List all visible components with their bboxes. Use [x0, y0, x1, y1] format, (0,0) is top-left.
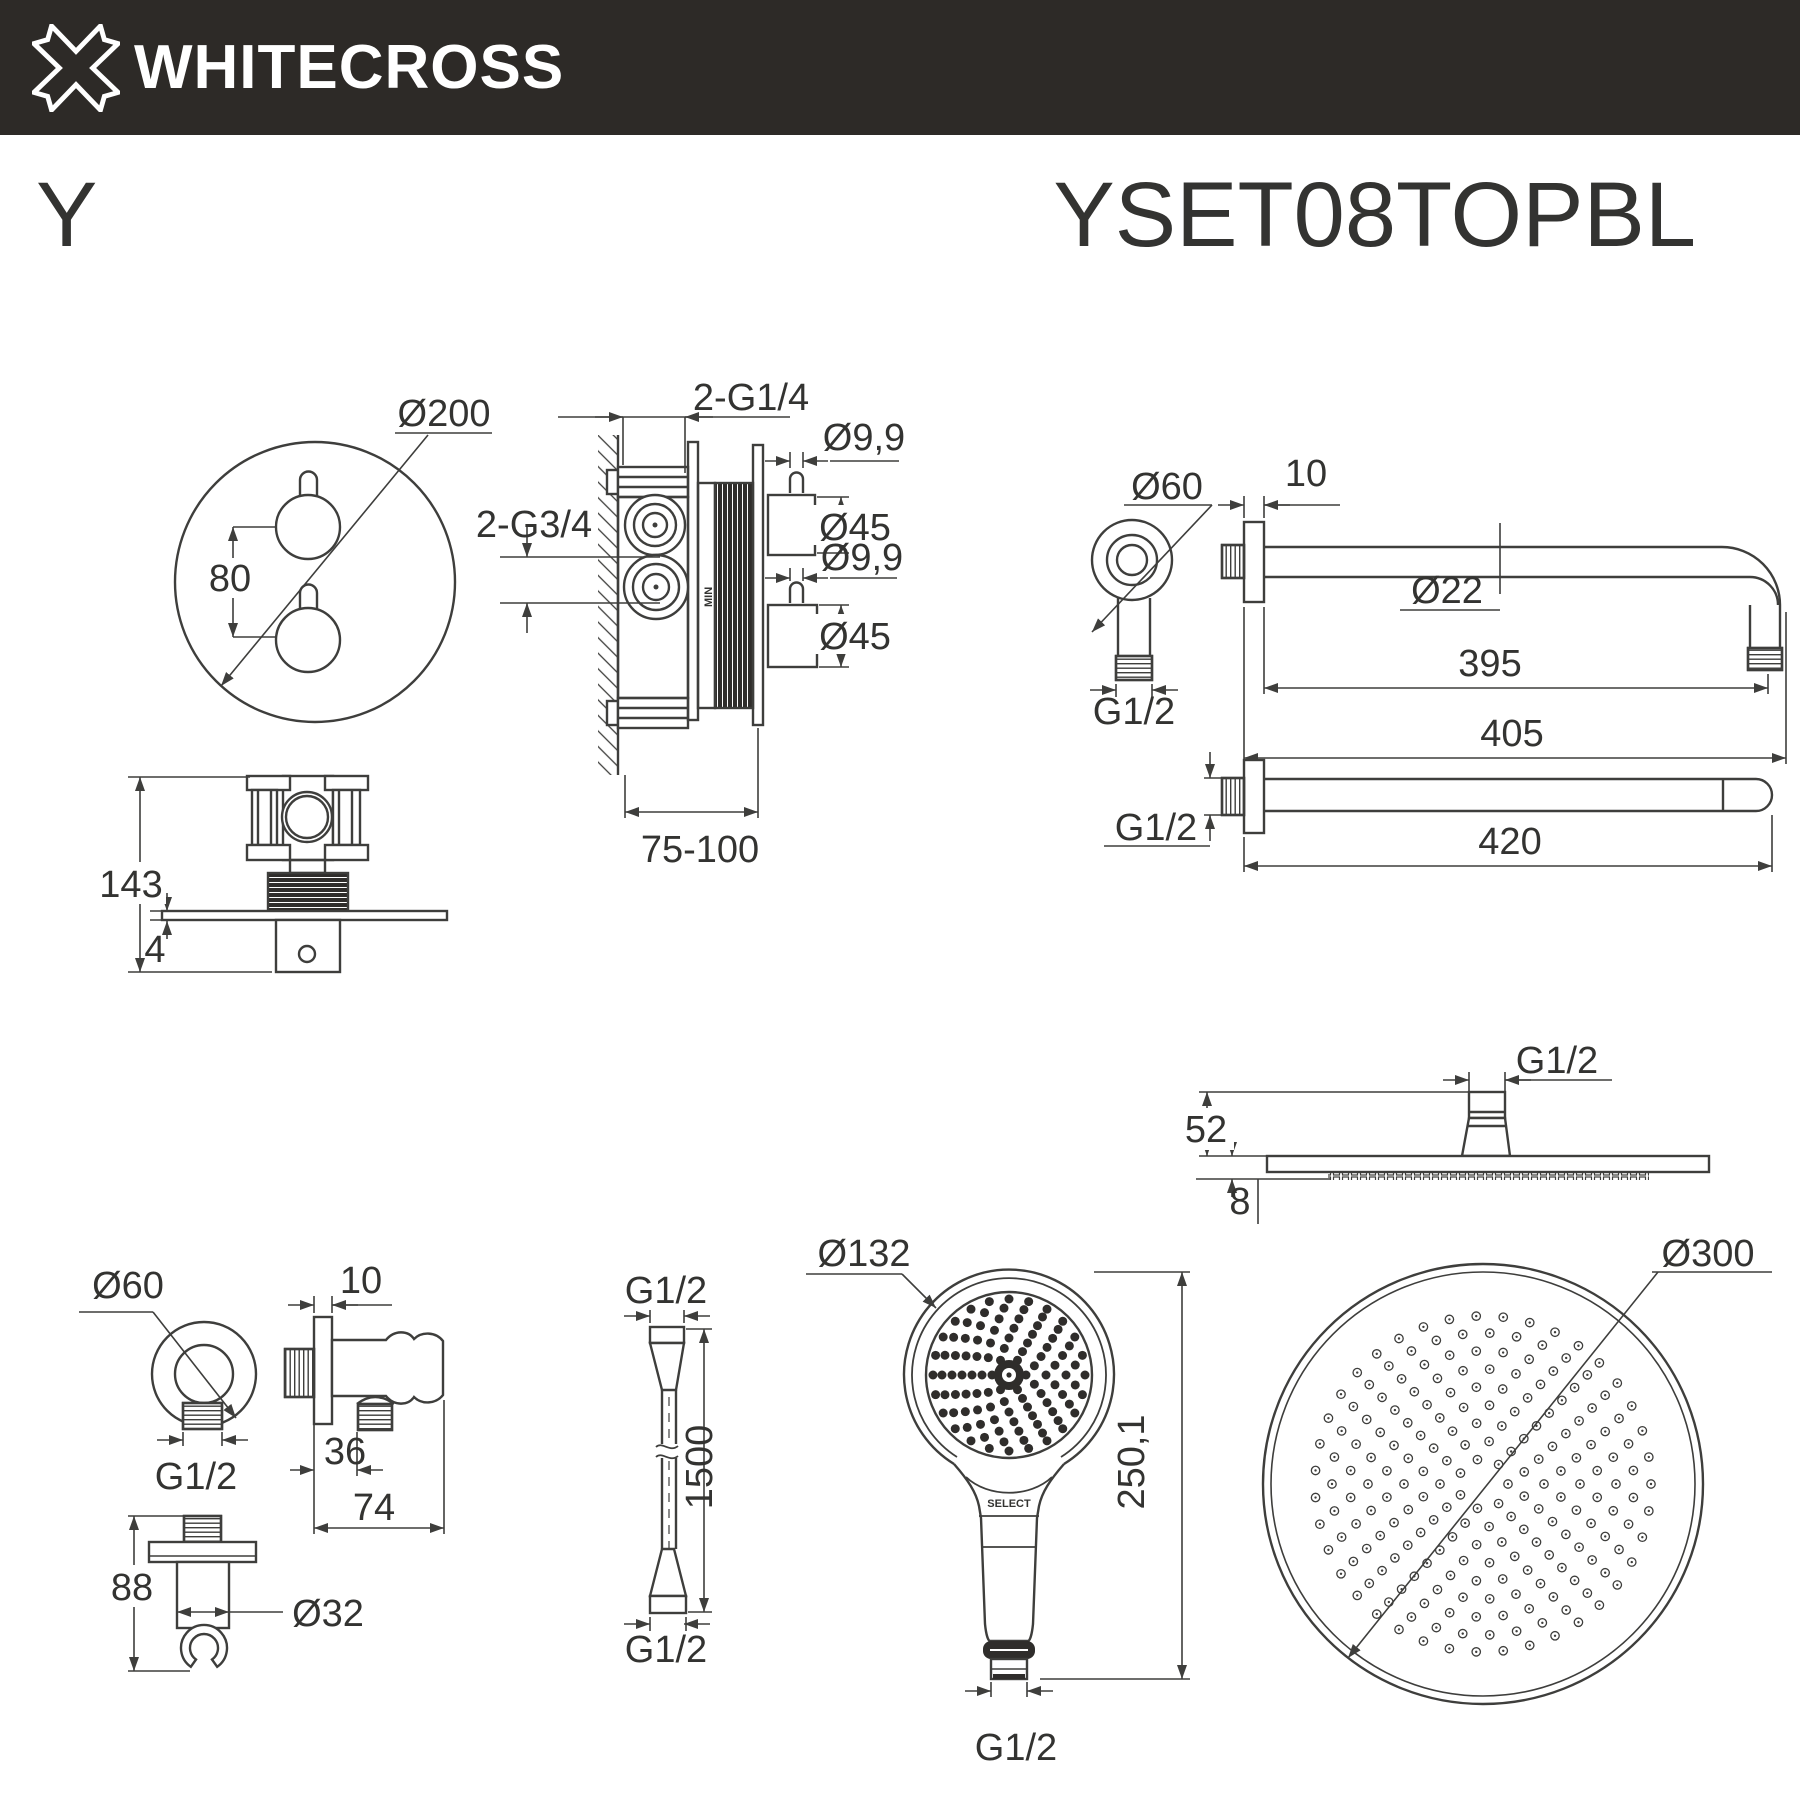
dim-label-hook-diameter: Ø32	[292, 1593, 364, 1635]
dim-label-flange-diameter: Ø60	[1131, 466, 1203, 508]
rain-head-side-view	[1178, 1040, 1709, 1224]
wall-outlet-bottom-view	[104, 1516, 364, 1671]
dim-label-hose-thread-bottom: G1/2	[624, 1629, 708, 1671]
dim-label-rain-diameter: Ø300	[1661, 1233, 1755, 1275]
series-title: Y	[36, 164, 98, 266]
dim-label-outlet-offset: 36	[323, 1431, 367, 1473]
dim-label-knob-centers: 80	[208, 558, 252, 600]
rain-head-nozzle-dots	[1311, 1312, 1655, 1656]
wall-outlet-side-view	[285, 1260, 444, 1534]
dim-label-arm-thread: G1/2	[1092, 691, 1176, 733]
shower-arm-side-view	[1218, 453, 1786, 764]
dim-label-ceiling-thread: G1/2	[1114, 807, 1198, 849]
dim-label-knob-bottom: Ø45	[819, 616, 891, 658]
dim-label-stem-bottom: Ø9,9	[820, 537, 904, 579]
dim-label-side-ports: 2-G3/4	[475, 504, 593, 546]
dim-label-plate-diameter: Ø200	[397, 393, 491, 435]
min-mark: MIN	[703, 586, 715, 607]
dim-label-depth-range: 75-100	[640, 829, 760, 871]
dim-label-handshower-length: 250,1	[1111, 1414, 1153, 1510]
mixer-front-view	[175, 393, 492, 722]
wall-outlet-front-view	[79, 1265, 256, 1498]
dim-label-handshower-thread: G1/2	[974, 1727, 1058, 1769]
ceiling-arm-view	[1104, 752, 1772, 872]
dim-label-length-overall: 405	[1480, 713, 1544, 755]
dim-label-tube-diameter: Ø22	[1411, 570, 1483, 612]
dim-label-plate-thickness: 4	[144, 929, 166, 971]
dim-label-holder-height: 88	[110, 1567, 154, 1609]
hand-shower-view	[806, 1092, 1190, 1769]
select-mark: SELECT	[987, 1498, 1031, 1510]
dim-label-escutcheon-diameter: Ø60	[92, 1265, 164, 1307]
dim-label-flange-offset: 10	[1284, 453, 1328, 495]
shower-arm-end-view	[1090, 466, 1212, 733]
dim-label-hose-thread-top: G1/2	[624, 1270, 708, 1312]
dim-label-top-ports: 2-G1/4	[692, 377, 810, 419]
model-title: YSET08TOPBL	[1053, 164, 1696, 266]
dim-label-outlet-thread: G1/2	[154, 1456, 238, 1498]
dim-label-head-diameter: Ø132	[817, 1233, 911, 1275]
hose-view	[624, 1270, 721, 1671]
dim-label-rain-edge: 8	[1229, 1181, 1251, 1223]
dim-label-ceiling-length: 420	[1478, 821, 1542, 863]
dim-label-plate-thickness: 10	[339, 1260, 383, 1302]
mixer-side-view	[476, 377, 905, 871]
dim-label-outlet-depth: 74	[352, 1487, 396, 1529]
dim-label-stem-top: Ø9,9	[822, 417, 906, 459]
mixer-bottom-view	[96, 776, 447, 972]
dim-label-knob-top: Ø45	[819, 507, 891, 549]
dim-label-rain-height: 52	[1184, 1109, 1228, 1151]
dim-label-hose-length: 1500	[679, 1424, 721, 1510]
brand-name: WHITECROSS	[134, 33, 565, 102]
dim-label-rain-thread: G1/2	[1515, 1040, 1599, 1082]
dim-label-length-to-bend: 395	[1458, 643, 1522, 685]
dim-label-body-height: 143	[99, 864, 163, 906]
rain-head-top-view	[1263, 1233, 1772, 1704]
